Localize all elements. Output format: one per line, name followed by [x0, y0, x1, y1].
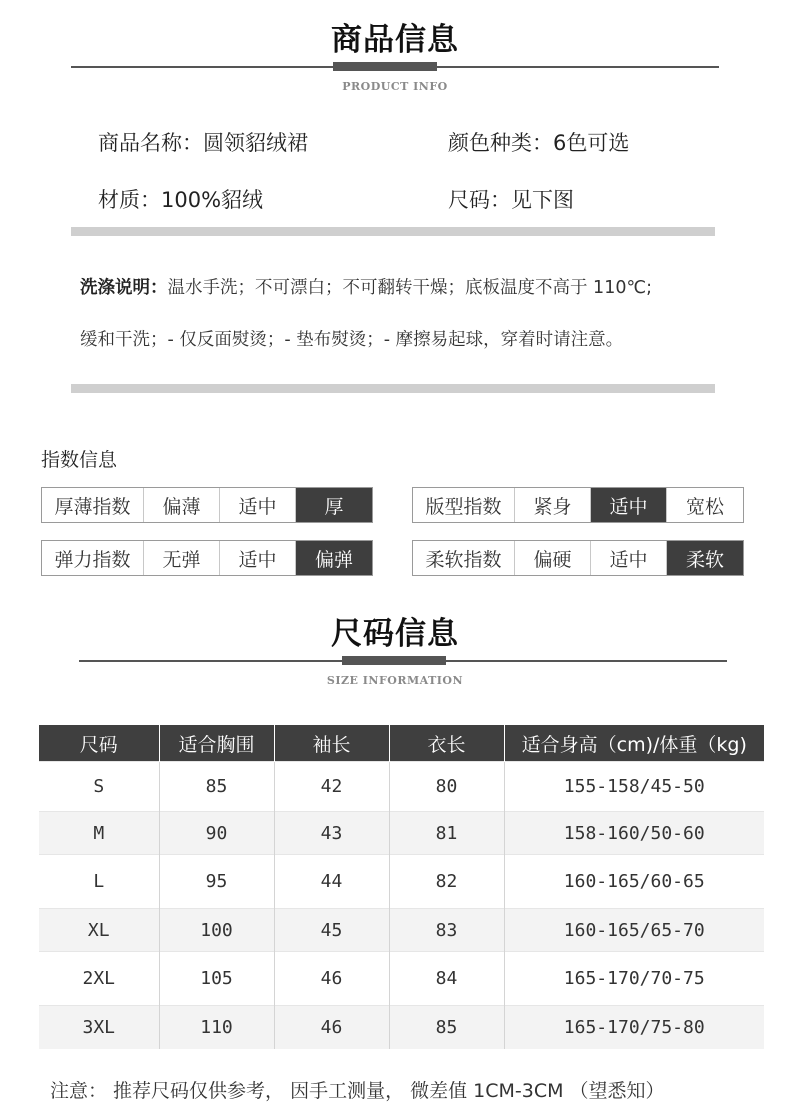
cell-size: XL [39, 909, 159, 952]
cell-size: L [39, 855, 159, 909]
index-name: 柔软指数 [413, 541, 515, 575]
cell-sleeve: 46 [274, 1006, 389, 1049]
product-size: 尺码：见下图 [448, 188, 574, 212]
cell-height-weight: 158-160/50-60 [504, 812, 764, 855]
cell-bust: 85 [159, 762, 274, 812]
care-label: 洗涤说明： [80, 278, 168, 298]
size-note: 注意： 推荐尺码仅供参考， 因手工测量， 微差值 1CM-3CM （望悉知） [50, 1080, 665, 1102]
cell-length: 84 [389, 952, 504, 1006]
cell-sleeve: 45 [274, 909, 389, 952]
size-table [39, 725, 764, 1049]
index-option-selected[interactable]: 偏弹 [296, 541, 372, 575]
product-material: 材质：100%貂绒 [98, 188, 264, 212]
cell-bust: 90 [159, 812, 274, 855]
header-length: 衣长 [389, 725, 504, 762]
index-title: 指数信息 [41, 449, 118, 471]
cell-height-weight: 160-165/65-70 [504, 909, 764, 952]
section-divider [71, 227, 715, 236]
index-option[interactable]: 宽松 [685, 495, 724, 518]
cell-bust: 100 [159, 909, 274, 952]
cell-bust: 110 [159, 1006, 274, 1049]
header-height-weight: 适合身高（cm)/体重（kg) [504, 725, 764, 762]
cell-sleeve: 44 [274, 855, 389, 909]
index-option-selected[interactable]: 厚 [296, 488, 372, 522]
header-bust: 适合胸围 [159, 725, 274, 762]
product-info-subtitle: PRODUCT INFO [342, 80, 448, 93]
index-group-fit [412, 487, 744, 523]
index-group-softness [412, 540, 744, 576]
title-divider-accent [342, 656, 446, 665]
cell-sleeve: 42 [274, 762, 389, 812]
product-name: 商品名称：圆领貂绒裙 [98, 131, 308, 155]
index-name: 厚薄指数 [42, 488, 144, 522]
index-option[interactable]: 适中 [591, 541, 667, 575]
index-option-selected[interactable]: 适中 [591, 488, 667, 522]
index-group-thickness [41, 487, 373, 523]
table-row [39, 812, 764, 855]
cell-height-weight: 165-170/75-80 [504, 1006, 764, 1049]
cell-bust: 95 [159, 855, 274, 909]
product-info-title: 商品信息 [331, 22, 459, 58]
index-option[interactable]: 适中 [220, 488, 296, 522]
cell-size: M [39, 812, 159, 855]
index-name: 弹力指数 [42, 541, 144, 575]
table-row [39, 952, 764, 1006]
index-option-selected[interactable]: 柔软 [667, 541, 743, 575]
cell-size: 3XL [39, 1006, 159, 1049]
care-text-2: 缓和干洗；- 仅反面熨烫；- 垫布熨烫；- 摩擦易起球，穿着时请注意。 [80, 330, 624, 350]
header-sleeve: 袖长 [274, 725, 389, 762]
size-info-title: 尺码信息 [331, 616, 459, 652]
table-row [39, 1006, 764, 1049]
cell-height-weight: 155-158/45-50 [504, 762, 764, 812]
table-row [39, 762, 764, 812]
table-header-row [39, 725, 764, 762]
cell-sleeve: 46 [274, 952, 389, 1006]
index-option[interactable]: 偏硬 [515, 541, 591, 575]
section-divider [71, 384, 715, 393]
cell-sleeve: 43 [274, 812, 389, 855]
cell-length: 81 [389, 812, 504, 855]
cell-size: S [39, 762, 159, 812]
index-name: 版型指数 [413, 488, 515, 522]
index-option[interactable]: 紧身 [515, 488, 591, 522]
index-option[interactable]: 无弹 [144, 541, 220, 575]
table-row [39, 909, 764, 952]
care-text-1: 温水手洗；不可漂白；不可翻转干燥；底板温度不高于 110℃; [167, 278, 653, 298]
cell-length: 80 [389, 762, 504, 812]
index-option[interactable]: 适中 [220, 541, 296, 575]
product-colors: 颜色种类：6色可选 [448, 131, 630, 155]
cell-length: 83 [389, 909, 504, 952]
care-line-2 [80, 326, 623, 351]
cell-size: 2XL [39, 952, 159, 1006]
cell-bust: 105 [159, 952, 274, 1006]
cell-length: 85 [389, 1006, 504, 1049]
cell-height-weight: 165-170/70-75 [504, 952, 764, 1006]
title-divider-accent [333, 62, 437, 71]
header-size: 尺码 [39, 725, 159, 762]
care-line-1 [80, 274, 652, 299]
cell-length: 82 [389, 855, 504, 909]
cell-height-weight: 160-165/60-65 [504, 855, 764, 909]
index-group-elasticity [41, 540, 373, 576]
table-row [39, 855, 764, 909]
size-info-subtitle: SIZE INFORMATION [326, 674, 464, 687]
index-option[interactable]: 偏薄 [144, 488, 220, 522]
